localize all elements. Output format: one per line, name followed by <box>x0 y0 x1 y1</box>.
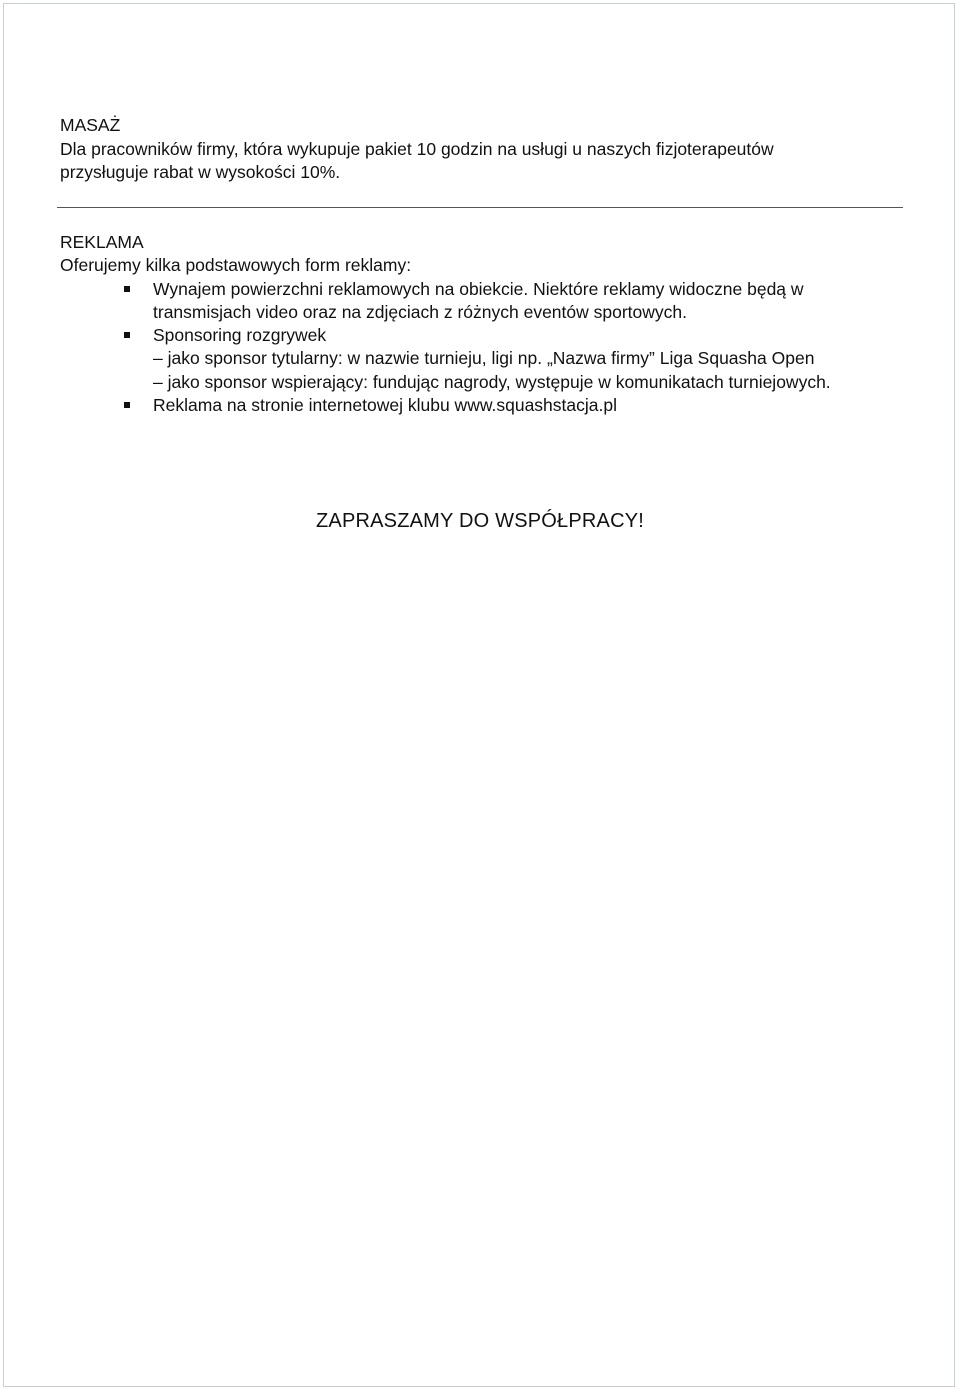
list-item <box>60 394 900 417</box>
square-bullet-icon <box>124 402 130 408</box>
section-masaz <box>60 114 880 185</box>
document-page <box>3 3 955 1387</box>
masaz-text-line-1: Dla pracowników firmy, która wykupuje pakiet 10 godzin na usługi u naszych fizjoterapeutów <box>60 138 774 159</box>
list-item-text-line-1: Wynajem powierzchni reklamowych na obiekcie. Niektóre reklamy widoczne będą w <box>153 278 804 299</box>
list-item-text-line-2: transmisjach video oraz na zdjęciach z różnych eventów sportowych. <box>153 301 687 322</box>
masaz-text-line-2: przysługuje rabat w wysokości 10%. <box>60 162 341 182</box>
section-reklama <box>60 231 900 417</box>
list-item-subpoint-2: – jako sponsor wspierający: fundując nagrody, występuje w komunikatach turniejowych. <box>153 371 831 392</box>
closing-invitation: ZAPRASZAMY DO WSPÓŁPRACY! <box>315 510 645 532</box>
section-divider <box>57 207 903 208</box>
square-bullet-icon <box>124 332 130 338</box>
list-item <box>60 278 900 325</box>
list-item-text-line-1: Sponsoring rozgrywek <box>153 325 327 346</box>
reklama-intro: Oferujemy kilka podstawowych form reklamy: <box>60 255 412 276</box>
list-item <box>60 324 900 394</box>
reklama-heading: REKLAMA <box>60 232 144 252</box>
reklama-list <box>60 278 900 418</box>
square-bullet-icon <box>124 286 130 292</box>
list-item-text-line-1: Reklama na stronie internetowej klubu www.squashstacja.pl <box>153 395 617 416</box>
masaz-heading: MASAŻ <box>60 115 121 135</box>
list-item-subpoint-1: – jako sponsor tytularny: w nazwie turnieju, ligi np. „Nazwa firmy” Liga Squasha Open <box>153 348 815 369</box>
